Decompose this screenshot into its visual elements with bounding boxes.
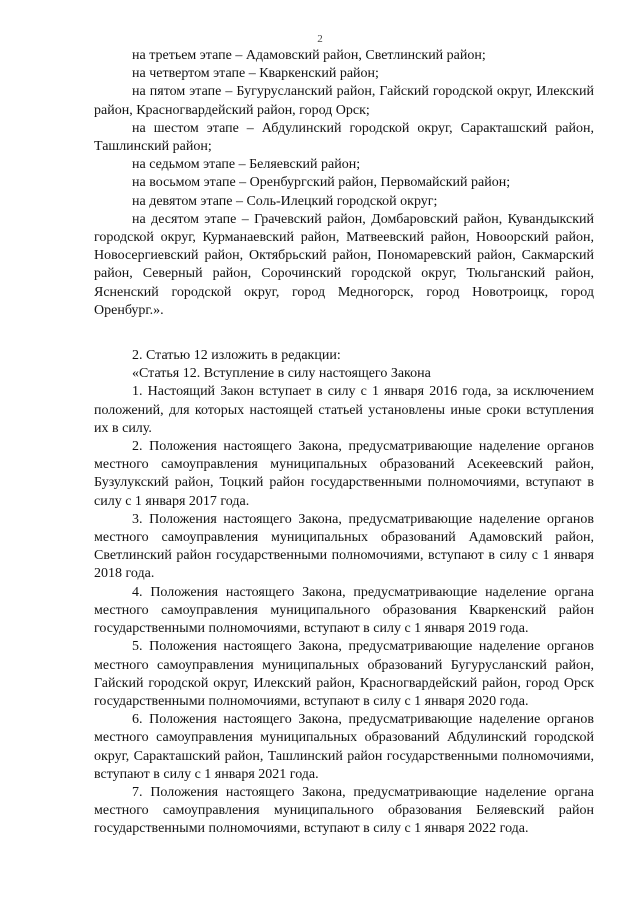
article-clause-3: 3. Положения настоящего Закона, предусматривающие наделение органов местного самоуправления муниципальных образований Адамовский район, Светлинский район государственными полномочиями, вступают в силу с 1 января 2018 года.: [94, 511, 594, 582]
paragraph-stage-4: на четвертом этапе – Кваркенский район;: [132, 66, 379, 82]
paragraph-stage-8: на восьмом этапе – Оренбургский район, Первомайский район;: [132, 175, 511, 191]
paragraph-stage-6: на шестом этапе – Абдулинский городской округ, Саракташский район, Ташлинский район;: [94, 120, 594, 155]
paragraph-stage-3: на третьем этапе – Адамовский район, Светлинский район;: [132, 48, 486, 63]
paragraph-stage-5: на пятом этапе – Бугурусланский район, Гайский городской округ, Илекский район, Красногвардейский район, город Орск;: [94, 84, 594, 118]
article-clause-7: 7. Положения настоящего Закона, предусматривающие наделение органа местного самоуправления муниципального образования Беляевский район государственными полномочиями, вступают в силу с 1 января 2022 года.: [94, 784, 594, 837]
article-clause-5: 5. Положения настоящего Закона, предусматривающие наделение органов местного самоуправления муниципальных образований Бугурусланский район, Гайский городской округ, Илекский район, Красногвардейский район, город Орск государственными полномочиями, вступают в силу с 1 января 2020 года.: [94, 639, 594, 709]
article-clause-1: 1. Настоящий Закон вступает в силу с 1 января 2016 года, за исключением положений, для которых настоящей статьей установлены иные сроки вступления их в силу.: [94, 384, 594, 436]
article-clause-2: 2. Положения настоящего Закона, предусматривающие наделение органов местного самоуправления муниципальных образований Асекеевский район, Бузулукский район, Тоцкий район государственными полномочиями, вступают в силу с 1 января 2017 года.: [94, 439, 594, 509]
amendment-instruction: 2. Статью 12 изложить в редакции:: [132, 348, 341, 364]
article-heading: «Статья 12. Вступление в силу настоящего Закона: [132, 366, 431, 382]
article-clause-4: 4. Положения настоящего Закона, предусматривающие наделение органа местного самоуправления муниципального образования Кваркенский район государственными полномочиями, вступают в силу с 1 января 2019 года.: [94, 584, 594, 637]
article-clause-6: 6. Положения настоящего Закона, предусматривающие наделение органов местного самоуправления муниципальных образований Абдулинский городской округ, Саракташский район, Ташлинский район государственными полномочиями, вступают в силу с 1 января 2021 года.: [94, 712, 594, 782]
paragraph-stage-7: на седьмом этапе – Беляевский район;: [132, 157, 361, 173]
paragraph-stage-9: на девятом этапе – Соль-Илецкий городской округ;: [132, 193, 438, 209]
document-body: [94, 47, 594, 839]
paragraph-stage-10: на десятом этапе – Грачевский район, Домбаровский район, Кувандыкский городской округ, Курманаевский район, Матвеевский район, Новоорский район, Новосергиевский район, Октябрьский район, Пономаревский район, Сакмарский район, Северный район, Сорочинский городской округ, Тюльганский район, Ясненский городской округ, город Медногорск, город Новотроицк, город Оренбург.».: [94, 211, 594, 318]
page-number: 2: [317, 33, 323, 45]
